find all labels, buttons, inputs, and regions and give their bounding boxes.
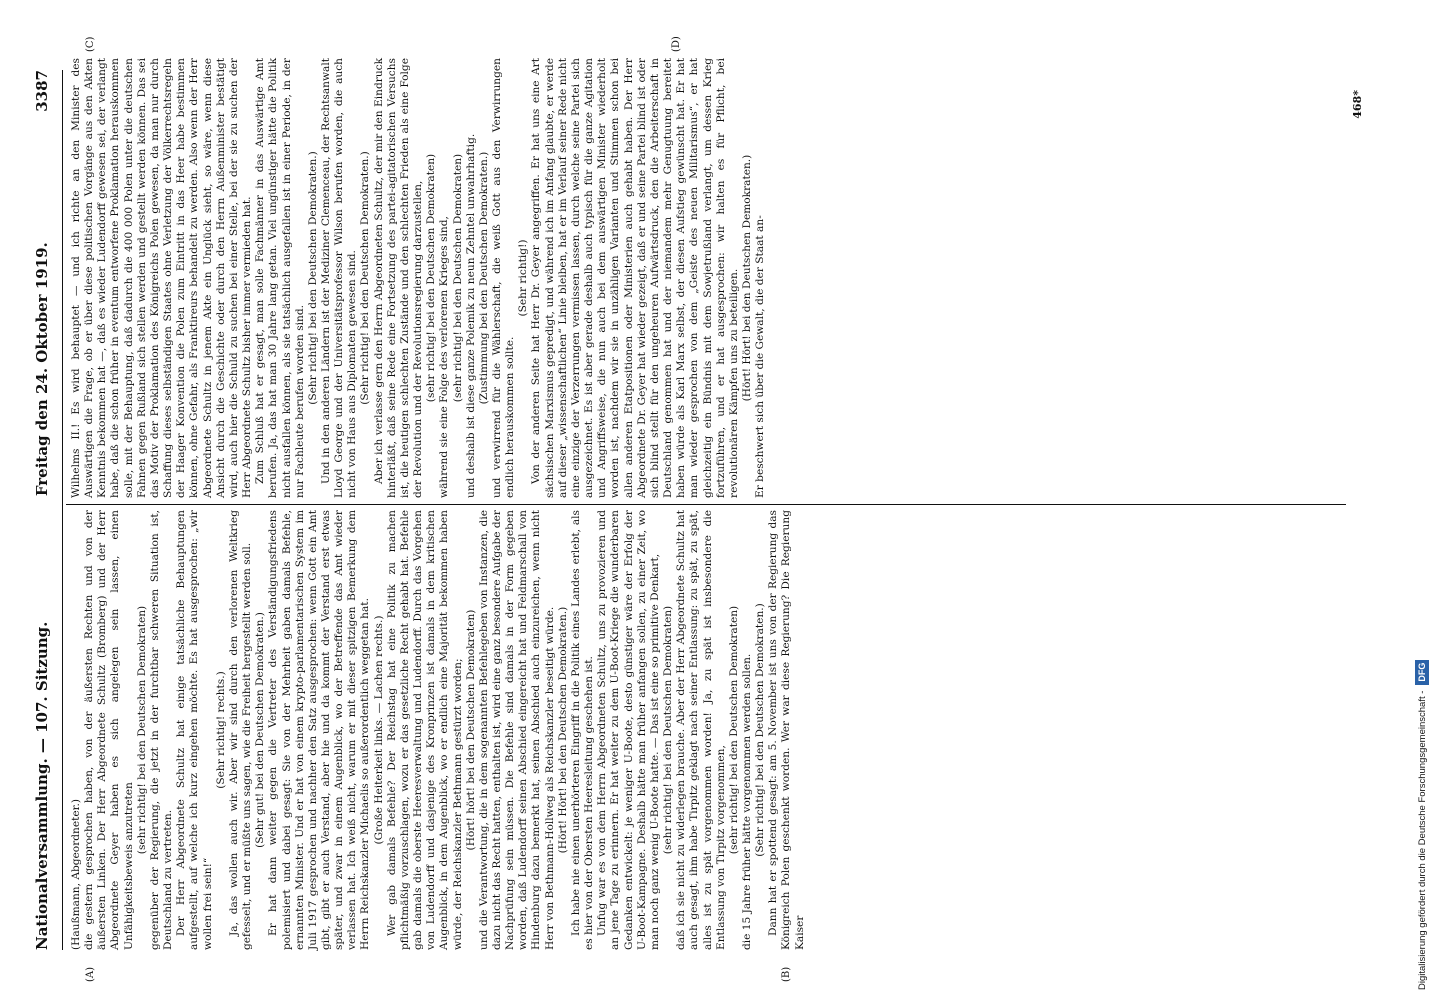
interjection: (Sehr richtig! rechts.) [214, 671, 227, 789]
rotated-page [30, 30, 1370, 990]
column-divider [66, 504, 1346, 505]
paragraph: Wilhelms II.! Es wird behauptet — und ich richte an den Minister des Auswärtigen die Frage, ob er über diese politischen Vorgänge aus den Akten Kenntnis bekommen hat —, daß es wieder Ludendorff gewesen sei, der verlangt habe, daß die schon früher in eventum entworfene Proklamation herauskommen solle, mit der Behauptung, daß dadurch die 400 000 Polen unter die deutschen Fahnen gegen Rußland sich stellen werden und gestellt werden können. Das sei das Motiv der Proklamation des Königreichs Polen gewesen, da man nur durch Schaffung dieses selbständigen Staates ohne Verletzung der Völkerrechtsregeln der Haager Konvention die Polen zum Eintritt in das Heer habe bestimmen können, ohne Gefahr, als Franktireurs behandelt zu werden. Also wenn der Herr Abgeordnete Schultz in jenem Akte ein Unglück sieht, so wäre, wenn diese Ansicht durch die Geschichte oder durch den Herrn Außenminister bestätigt wird, auch hier die Schuld zu suchen bei einer Stelle, bei der sie zu suchen der Herr Abgeordnete Schultz bisher immer vermieden hat. [70, 58, 254, 498]
page-header [33, 70, 58, 950]
paragraph: Unfug war es von dem Herrn Abgeordneten Schultz, uns zu provozieren und an jene Tage zu erinnern. Er hat weiter zu dem U-Boot-Kriege die wunderbaren Gedanken entwickelt: je weniger U-Boote, desto günstiger wäre der Erfolg der U-Boot-Kampagne. Deshalb hätte man früher anfangen sollen, zu einer Zeit, wo man noch ganz wenig U-Boote hatte. — Das ist eine so primitive Denkart, [596, 510, 661, 950]
paragraph: die 15 Jahre früher hätte vorgenommen werden sollen. [740, 653, 753, 950]
paragraph: Dann hat er spottend gesagt: am 5. November ist uns von der Regierung das Königreich Polen geschenkt worden. Wer war diese Regierung? Die Regierung Kaiser [767, 510, 806, 950]
interjection: (Sehr richtig! bei den Deutschen Demokraten.) [306, 151, 319, 405]
paragraph: Er hat dann weiter gegen die Vertreter des Verständigungsfriedens polemisiert und dabei gesagt: Sie von der Mehrheit gaben damals Befehle, ernannten Minister. Und er hat von einem krypto-parlamentarischen System im Juli 1917 gesprochen und nachher den Satz ausgesprochen: wenn Gott ein Amt gibt, gibt er auch Verstand, aber hie und da kommt der Verstand erst etwas später, und zwar in einem Augenblick, wo der Betreffende das Amt wieder verlassen hat. Ich weiß nicht, warum er mit dieser spitzigen Bemerkung dem Herrn Reichskanzler Michaelis so außerordentlich weggetan hat. [267, 510, 372, 950]
interjection: (sehr richtig! bei den Deutschen Demokraten) [662, 605, 675, 855]
header-rule [62, 70, 63, 950]
margin-letter-a: (A) [85, 966, 96, 982]
interjection: (Hört! hört! bei den Deutschen Demokraten) [464, 609, 477, 851]
dfg-credit-text: Digitalisierung gefördert durch die Deutsche Forschungsgemeinschaft - [1417, 690, 1428, 990]
header-left: Nationalversammlung. — 107. Sitzung. [33, 621, 51, 950]
paragraph: und verwirrend für die Wählerschaft, die weiß Gott aus den Verwirrungen endlich herauskommen sollte. [491, 58, 517, 498]
interjection: (Hört! Hört! bei den Deutschen Demokraten.) [556, 606, 569, 854]
interjection: (Große Heiterkeit links. — Lachen rechts.) [372, 615, 385, 845]
paragraph: und deshalb ist diese ganze Polemik zu neun Zehntel unwahrhaftig. [464, 133, 477, 498]
paragraph: die gestern gesprochen haben, von der äußersten Rechten und von der äußersten Linken. Der Herr Abgeordnete Schultz (Bromberg) und der Herr Abgeordnete Geyer haben es sich angelegen sein lassen, einen Unfähigkeitsbeweis anzutreten [83, 510, 135, 950]
paragraph: während sie eine Folge des verlorenen Krieges sind, [438, 216, 451, 498]
paragraph: Zum Schluß hat er gesagt, man solle Fachmänner in das Auswärtige Amt berufen. Ja, das hat man 30 Jahre lang getan. Viel ungünstiger hätte die Politik nicht ausfallen können, als sie tatsächlich ausgefallen ist in einer Periode, in der nur Fachleute berufen worden sind. [254, 58, 306, 498]
interjection: (Sehr gut! bei den Deutschen Demokraten.) [254, 612, 267, 848]
paragraph: Von der anderen Seite hat Herr Dr. Geyer angegriffen. Er hat uns eine Art sächsischen Marxismus gepredigt, und während ich im Anfang glaubte, er werde auf dieser „wissenschaftlichen“ Linie bleiben, hat er im Verlauf seiner Rede nicht eine einzige der Verzerrungen vermissen lassen, durch welche seine Partei sich ausgezeichnet. Es ist aber gerade deshalb auch typisch für die ganze Agitation und Angriffsweise, die nun auch bei dem auswärtigen Minister wiederholt worden ist, nachdem wir sie in unzähligen Varianten und Stimmen schon bei allen anderen Etatpositionen oder Ministerien auch gehabt haben. Der Herr Abgeordnete Dr. Geyer hat wieder gezeigt, daß er und seine Partei blind ist oder sich blind stellt für den ungeheuren Aufwärtsdruck, den die Arbeiterschaft in Deutschland genommen hat und der niemandem mehr Genugtuung bereitet haben würde als Karl Marx selbst, der diesen Aufstieg gewünscht hat. Er hat man wieder gesprochen von dem „Geiste des neuen Militarismus“, er hat gleichzeitig ein Bündnis mit dem Sowjetrußland verlangt, um dessen Krieg fortzuführen, und er hat ausgesprochen: wir halten es für Pflicht, bei revolutionären Kämpfen uns zu beteiligen. [530, 58, 740, 498]
interjection: (sehr richtig! bei den Deutschen Demokraten) [451, 153, 464, 403]
interjection: (sehr richtig! bei den Deutschen Demokraten) [425, 153, 438, 403]
page-number: 3387 [33, 70, 51, 112]
dfg-credit-strip [1412, 0, 1434, 1000]
paragraph: Ja, das wollen auch wir. Aber wir sind durch den verlorenen Weltkrieg gefesselt, und er müßte uns sagen, wie die Freiheit hergestellt werden soll. [227, 510, 254, 950]
header-date: Freitag den 24. Oktober 1919. [33, 242, 51, 497]
paragraph: gegenüber der Regierung, die jetzt in der furchtbar schweren Situation ist, Deutschland zu vertreten. [148, 510, 175, 950]
margin-letter-d: (D) [671, 36, 682, 52]
left-column [70, 510, 807, 950]
interjection: (Sehr richtig! bei den Deutschen Demokraten.) [754, 603, 767, 857]
margin-letter-b: (B) [781, 966, 792, 982]
interjection: (Zustimmung bei den Deutschen Demokraten.) [477, 151, 490, 405]
paragraph: Ich habe nie einen unerhörteren Eingriff in die Politik eines Landes erlebt, als es hier von der Obersten Heeresleitung geschehen ist. [569, 510, 596, 950]
dfg-logo: DFG [1415, 660, 1429, 685]
right-column [70, 58, 767, 498]
paragraph: Er beschwert sich über die Gewalt, die der Staat an- [754, 215, 767, 498]
interjection: (Sehr richtig!) [517, 239, 530, 317]
speaker-line: (Haußmann, Abgeordneter.) [70, 798, 82, 950]
interjection: (sehr richtig! bei den Deutschen Demokraten) [727, 605, 740, 855]
interjection: (sehr richtig! bei den Deutschen Demokraten) [135, 605, 148, 855]
paragraph: Der Herr Abgeordnete Schultz hat einige tatsächliche Behauptungen aufgestellt, auf welche ich kurz eingehen möchte. Es hat ausgesprochen: „wir wollen frei sein!“ [175, 510, 214, 950]
sheet-mark: 468* [1350, 90, 1364, 119]
paragraph: und die Verantwortung, die in dem sogenannten Befehlegeben von Instanzen, die dazu nicht das Recht hatten, enthalten ist, wird eine ganz besondere Aufgabe der Nachprüfung sein müssen. Die Befehle sind damals in der Form gegeben worden, daß Ludendorff seinen Abschied eingereicht hat und Feldmarschall von Hindenburg dazu bemerkt hat, seinen Abschied auch einzureichen, wenn nicht Herr von Bethmann-Hollweg als Reichskanzler beseitigt würde. [477, 510, 556, 950]
interjection: (Sehr richtig! bei den Deutschen Demokraten.) [359, 151, 372, 405]
paragraph: Aber ich verlasse gern den Herrn Abgeordneten Schultz, der mir den Eindruck hinterläßt, daß seine Rede eine Fortsetzung des partei-agitatorischen Versuchs ist, die heutigen schlechten Zustände und den schlechten Frieden als eine Folge der Revolution und der Revolutionsregierung darzustellen, [372, 58, 425, 498]
interjection: (Hört! Hört! bei den Deutschen Demokraten.) [740, 154, 753, 402]
paragraph: Und in den anderen Ländern ist der Mediziner Clemenceau, der Rechtsanwalt Lloyd George und der Universitätsprofessor Wilson berufen worden, die auch nicht von Haus aus Diplomaten gewesen sind. [319, 58, 359, 498]
paragraph: daß ich sie nicht zu widerlegen brauche. Aber der Herr Abgeordnete Schultz hat auch gesagt, ihm habe Tirpitz geklagt nach seiner Entlassung: zu spät, zu spät, alles ist zu spät vorgenommen worden! Ja, zu spät ist insbesondere die Entlassung von Tirpitz vorgenommen, [675, 510, 727, 950]
header-right-group [33, 70, 51, 497]
dfg-credit [1412, 0, 1434, 990]
margin-letter-c: (C) [85, 36, 96, 52]
paragraph: Wer gab damals Befehle? Der Reichstag hat eine Politik zu machen pflichtmäßig vorzuschlagen, wozu er das gesetzliche Recht gehabt hat. Befehle gab damals die oberste Heeresverwaltung und Ludendorff. Durch das Vorgehen von Ludendorff und dasjenige des Kronprinzen ist damals in dem kritischen Augenblick, in dem Augenblick, wo er endlich eine Majorität bekommen haben würde, der Reichskanzler Bethmann gestürzt worden; [385, 510, 464, 950]
